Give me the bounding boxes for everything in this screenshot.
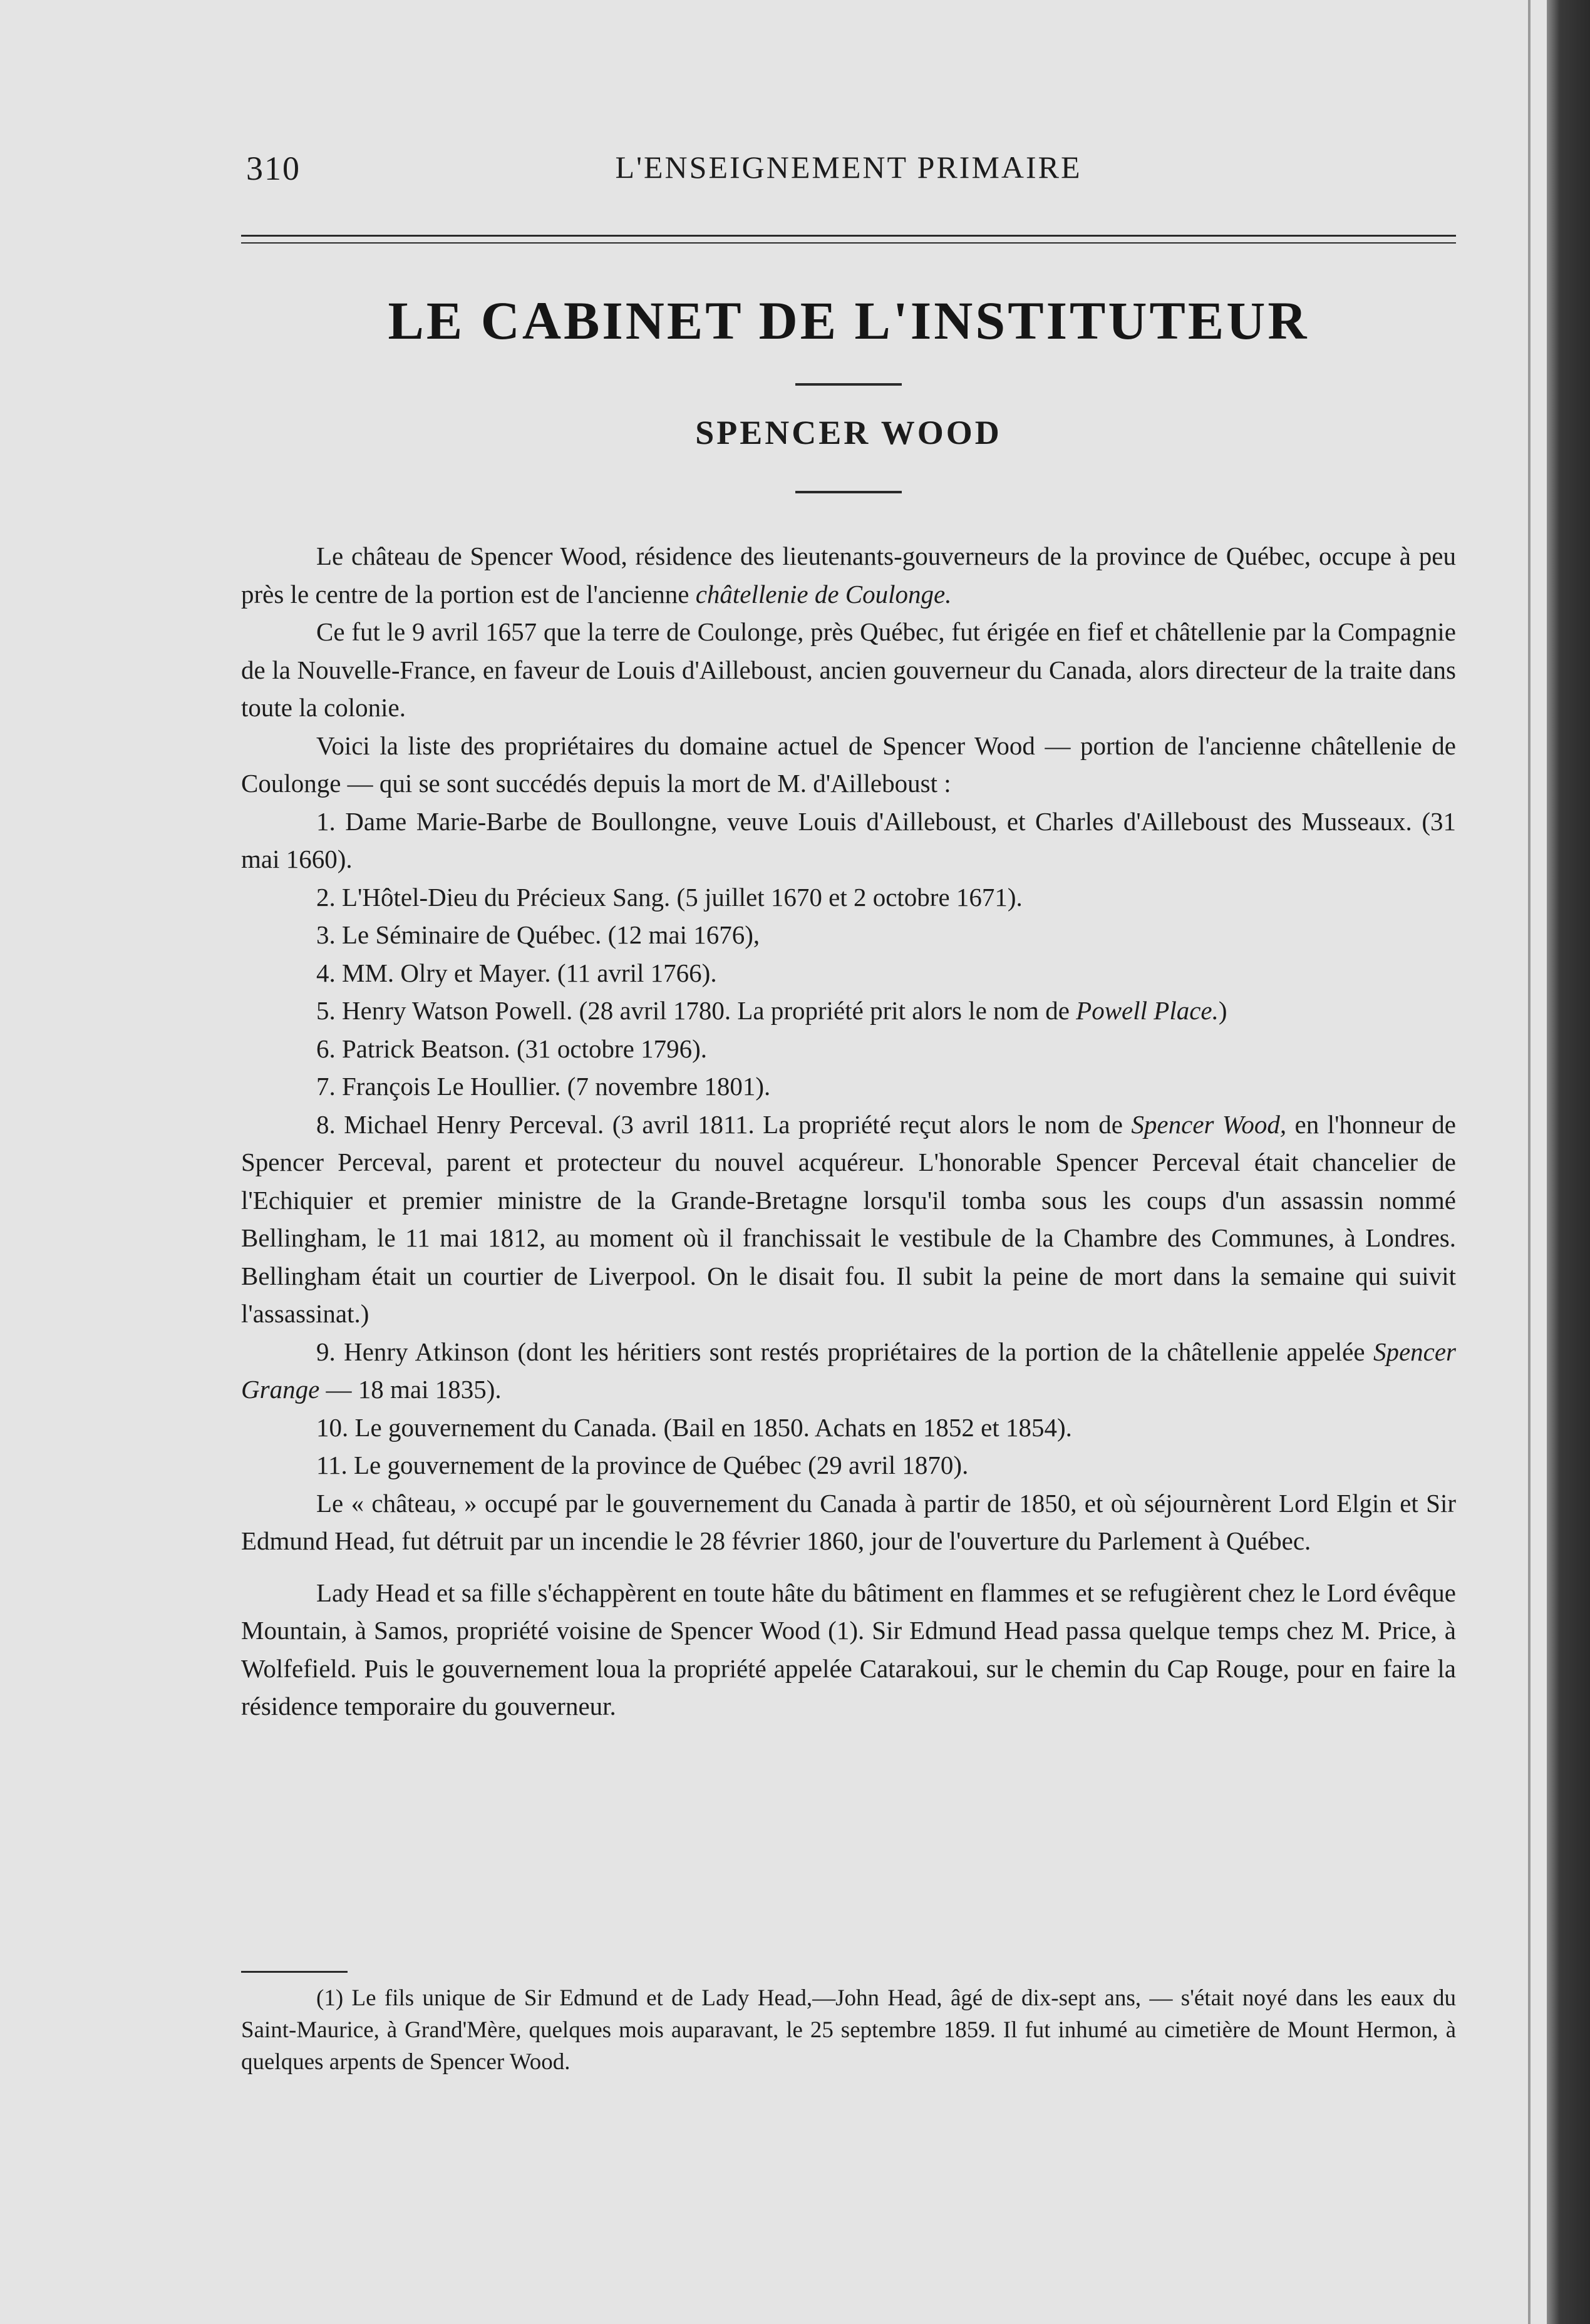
title-divider: [795, 383, 902, 386]
paragraph-intro: Le château de Spencer Wood, résidence des lieutenants-gouverneurs de la province de Québec, occupe à peu près le centre de la portion est de l'ancienne châtellenie de Coulonge.: [241, 542, 1456, 609]
page-edge-line: [1528, 0, 1531, 2324]
running-head: [241, 149, 1456, 199]
paragraph-aftermath: Lady Head et sa fille s'échappèrent en toute hâte du bâtiment en flammes et se refugièrent chez le Lord évêque Mountain, à Samos, propriété voisine de Spencer Wood (1). Sir Edmund Head passa quelque temps chez M. Price, à Wolfefield. Puis le gouvernement loua la propriété appelée Catarakoui, sur le chemin du Cap Rouge, pour en faire la résidence temporaire du gouverneur.: [241, 1578, 1456, 1720]
footnote-rule: [241, 1971, 348, 1973]
list-item: 8. Michael Henry Perceval. (3 avril 1811. La propriété reçut alors le nom de Spencer Wood, en l'honneur de Spencer Perceval, parent et protecteur du nouvel acquéreur. L'honorable Spencer Perceval était chancelier de l'Echiquier et premier ministre de la Grande-Bretagne lorsqu'il tomba sous les coups d'un assassin nommé Bellingham, le 11 mai 1812, au moment où il franchissait le vestibule de la Chambre des Communes, à Londres. Bellingham était un courtier de Liverpool. On le disait fou. Il subit la peine de mort dans la semaine qui suivit l'assassinat.): [241, 1109, 1456, 1328]
list-item: 10. Le gouvernement du Canada. (Bail en 1850. Achats en 1852 et 1854).: [316, 1412, 1072, 1442]
article-subtitle: SPENCER WOOD: [695, 414, 1002, 451]
list-item: 6. Patrick Beatson. (31 octobre 1796).: [316, 1034, 707, 1063]
list-item: 4. MM. Olry et Mayer. (11 avril 1766).: [316, 958, 717, 987]
footnote: (1) Le fils unique de Sir Edmund et de Lady Head,—John Head, âgé de dix-sept ans, — s'était noyé dans les eaux du Saint-Maurice, à Grand'Mère, quelques mois auparavant, le 25 septembre 1859. Il fut inhumé au cimetière de Mount Hermon, à quelques arpents de Spencer Wood.: [241, 1985, 1456, 2075]
paragraph-owners-intro: Voici la liste des propriétaires du domaine actuel de Spencer Wood — portion de l'ancienne châtellenie de Coulonge — qui se sont succédés depuis la mort de M. d'Ailleboust :: [241, 731, 1456, 798]
list-item: 2. L'Hôtel-Dieu du Précieux Sang. (5 juillet 1670 et 2 octobre 1671).: [316, 882, 1023, 912]
article-title: LE CABINET DE L'INSTITUTEUR: [388, 290, 1309, 351]
paragraph-fire: Le « château, » occupé par le gouvernement du Canada à partir de 1850, et où séjournèrent Lord Elgin et Sir Edmund Head, fut détruit par un incendie le 28 février 1860, jour de l'ouverture du Parlement à Québec.: [241, 1488, 1456, 1555]
list-item: 1. Dame Marie-Barbe de Boullongne, veuve Louis d'Ailleboust, et Charles d'Ailleboust des Musseaux. (31 mai 1660).: [241, 806, 1456, 873]
subtitle-divider: [795, 491, 902, 493]
list-item: 7. François Le Houllier. (7 novembre 1801).: [316, 1072, 771, 1101]
book-binding-edge: [1547, 0, 1590, 2324]
page-number: 310: [246, 150, 301, 187]
article-body: [241, 537, 1456, 1725]
list-item: 11. Le gouvernement de la province de Québec (29 avril 1870).: [316, 1451, 969, 1479]
header-double-rule: [241, 235, 1456, 244]
list-item: 3. Le Séminaire de Québec. (12 mai 1676),: [316, 920, 760, 949]
journal-title: L'ENSEIGNEMENT PRIMAIRE: [615, 150, 1082, 185]
list-item: 9. Henry Atkinson (dont les héritiers sont restés propriétaires de la portion de la châtellenie appelée Spencer Grange — 18 mai 1835).: [241, 1337, 1456, 1404]
list-item: 5. Henry Watson Powell. (28 avril 1780. La propriété prit alors le nom de Powell Place.): [316, 996, 1227, 1025]
paragraph-history: Ce fut le 9 avril 1657 que la terre de Coulonge, près Québec, fut érigée en fief et châtellenie par la Compagnie de la Nouvelle-France, en faveur de Louis d'Ailleboust, ancien gouverneur du Canada, alors directeur de la traite dans toute la colonie.: [241, 617, 1456, 722]
